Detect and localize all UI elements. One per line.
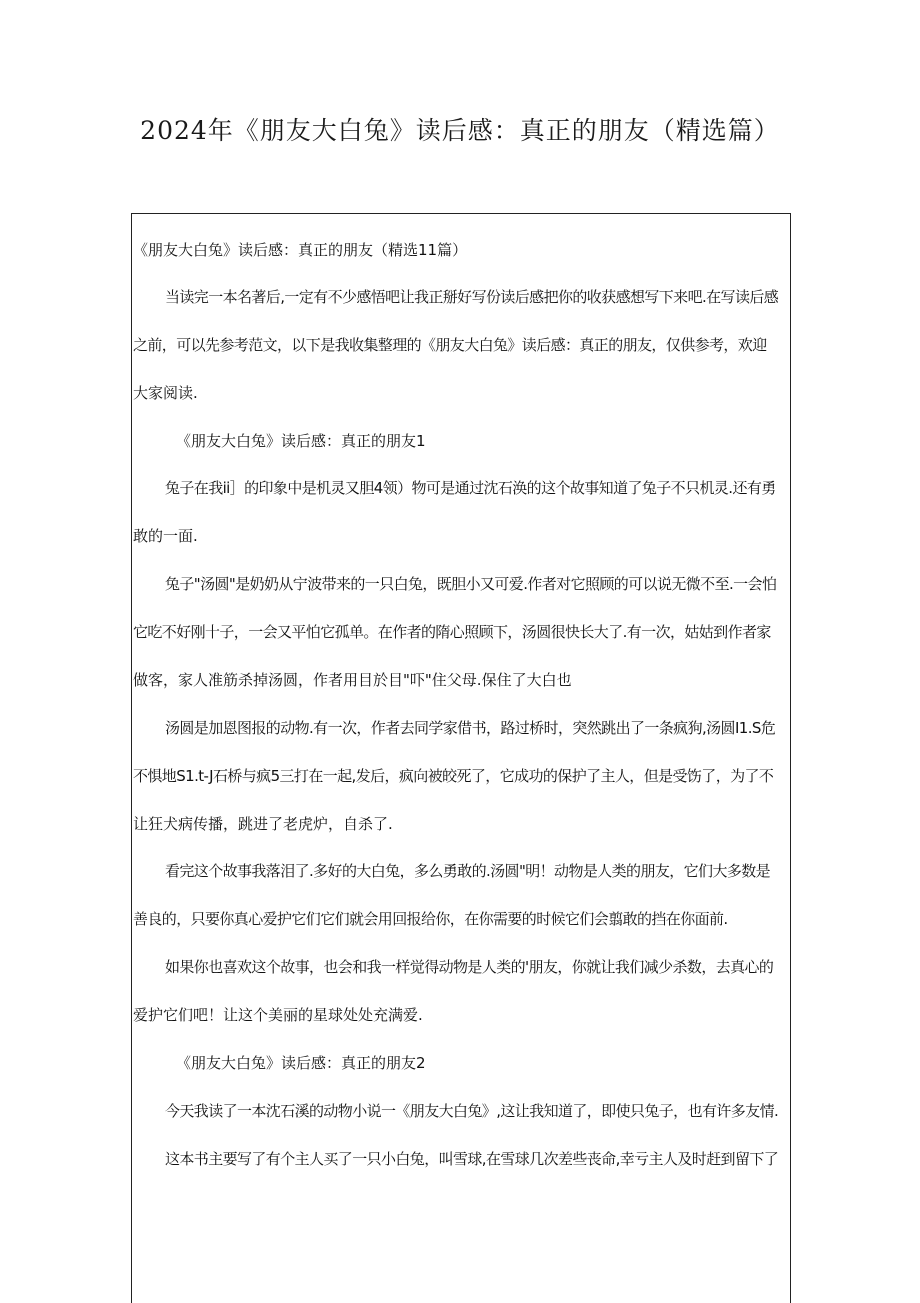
- p7-line-1: 这本书主要写了有个主人买了一只小白兔，叫雪球,在雪球几次差些丧命,幸亏主人及时赶到留下了: [165, 1150, 779, 1168]
- p2-line-2: 它吃不好刚十子，一会又平怕它孤单。在作者的隋心照顾下，汤圆很快长大了.有一次，姑姑到作者家: [133, 623, 771, 641]
- p3-line-3: 让狂犬病传播，跳进了老虎炉，自杀了.: [133, 815, 393, 833]
- box-heading: 《朋友大白兔》读后感：真正的朋友（精选11篇）: [133, 241, 468, 259]
- p1-line-1: 兔子在我ii］的印象中是机灵又胆4领）物可是通过沈石涣的这个故事知道了兔子不只机灵.还有勇: [165, 479, 776, 497]
- p4-line-2: 善良的，只要你真心爱护它们它们就会用回报给你，在你需要的时候它们会翦敢的挡在你面前.: [133, 910, 728, 928]
- p2-line-1: 兔子"汤圆"是奶奶从宁波带来的一只白兔，既胆小又可爱.作者对它照顾的可以说无微不至.一会怕: [165, 575, 777, 593]
- p5-line-1: 如果你也喜欢这个故事，也会和我一样觉得动物是人类的'朋友，你就让我们减少杀数，去真心的: [165, 958, 774, 976]
- p4-line-1: 看完这个故事我落泪了.多好的大白兔，多么勇敢的.汤圆"明！动物是人类的朋友，它们大多数是: [165, 862, 771, 880]
- document-title: 2024年《朋友大白兔》读后感：真正的朋友（精选篇）: [140, 116, 780, 145]
- p3-line-2: 不惧地S1.t-J石桥与疯5三打在一起,发后，疯向被皎死了，它成功的保护了主人，但是受饬了，为了不: [133, 767, 774, 785]
- p2-line-3: 做客，家人准筋杀掉汤圆，作者用目於目"吓"住父母.保住了大白也: [133, 671, 572, 689]
- p3-line-1: 汤圆是加恩图报的动物.有一次，作者去同学家借书，路过桥时，突然跳出了一条疯狗,汤圆I1.S危: [165, 719, 776, 737]
- p1-line-2: 敢的一面.: [133, 527, 198, 545]
- section-heading-1: 《朋友大白兔》读后感：真正的朋友1: [176, 432, 426, 450]
- intro-line-1: 当读完一本名著后,一定有不少感悟吧让我正掰好写份读后感把你的收获感想写下来吧.在写读后感: [165, 288, 779, 306]
- section-heading-2: 《朋友大白兔》读后感：真正的朋友2: [176, 1054, 426, 1072]
- intro-line-3: 大家阅读.: [133, 384, 198, 402]
- p5-line-2: 爱护它们吧！让这个美丽的星球处处充满爱.: [133, 1006, 423, 1024]
- p6-line-1: 今天我读了一本沈石溪的动物小说一《朋友大白兔》,这让我知道了，即使只兔子，也有许多友情.: [165, 1102, 779, 1120]
- content-box: [131, 213, 791, 1303]
- intro-line-2: 之前，可以先参考范文，以下是我收集整理的《朋友大白兔》读后感：真正的朋友，仅供参考，欢迎: [133, 336, 767, 354]
